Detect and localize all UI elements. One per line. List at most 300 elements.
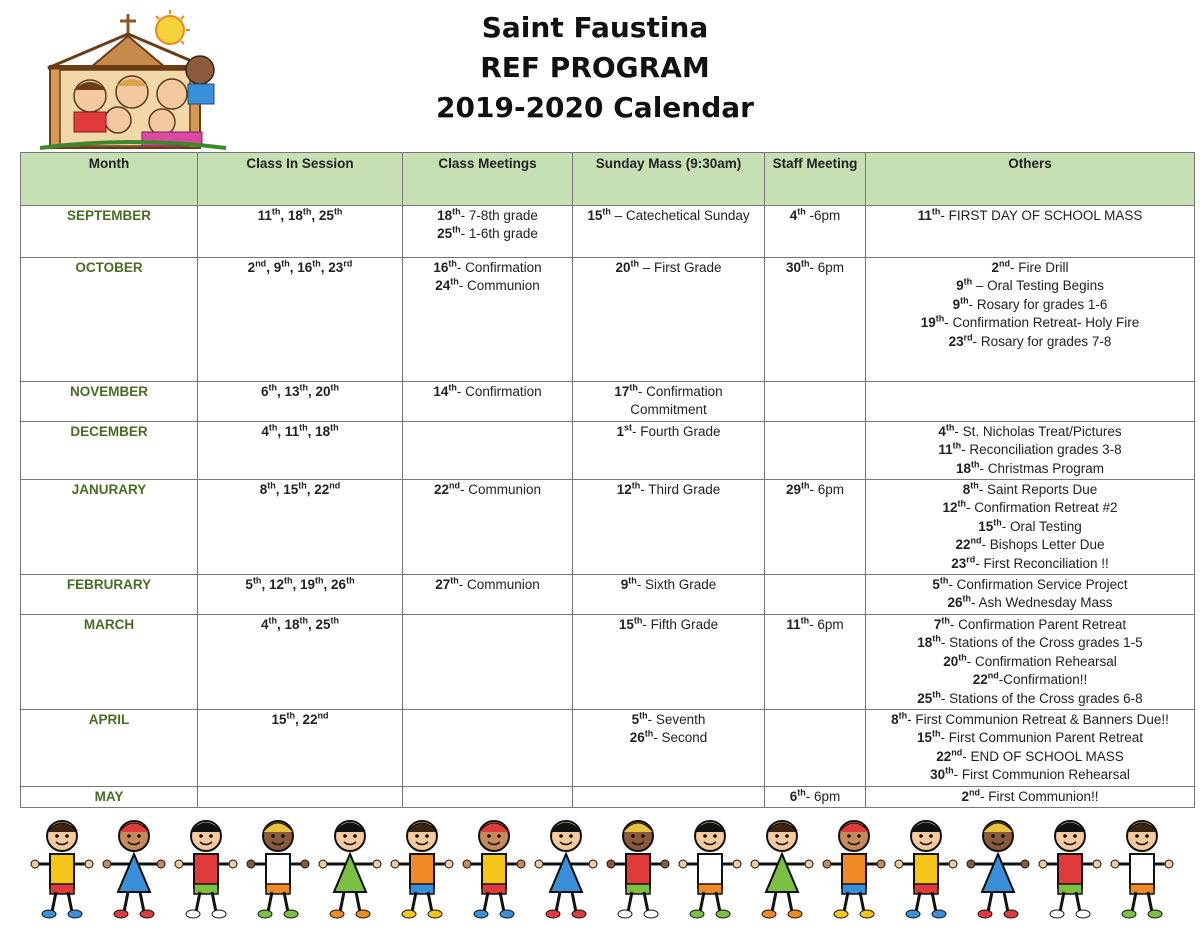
entry-date: 15th (587, 206, 611, 223)
entry-text: - Seventh (647, 711, 706, 727)
entry-date: 20th (943, 652, 967, 669)
entry-date: 23rd (948, 332, 973, 349)
stick-child-figure (967, 821, 1029, 918)
entry-text: Commitment (630, 402, 707, 418)
others-line (869, 499, 1191, 517)
table-row (21, 614, 1195, 709)
entry-text: - Fire Drill (1010, 260, 1069, 275)
others-line (869, 766, 1191, 784)
table-row (21, 206, 1195, 258)
class-date: 9 (273, 260, 282, 275)
entry-text: – Oral Testing Begins (972, 278, 1104, 294)
table-row (21, 786, 1195, 807)
class-date-suffix: th (271, 206, 281, 217)
class-date: 13 (284, 384, 300, 399)
stick-child-figure (175, 821, 237, 918)
class-date-suffix: th (268, 615, 277, 626)
entry-suffix: th (941, 615, 950, 626)
class-date: 8 (259, 482, 268, 498)
entry-text: - 6pm (809, 616, 844, 632)
entry-suffix: th (452, 206, 461, 217)
stick-child-figure (1039, 821, 1101, 918)
entry-date: 26th (629, 728, 654, 746)
entry-suffix: th (602, 206, 611, 217)
staff-line (768, 481, 862, 499)
others-cell (866, 786, 1195, 807)
class-date-suffix: th (298, 480, 307, 491)
entry-date: 8th (891, 710, 908, 727)
class-meetings-cell (403, 258, 573, 382)
others-cell (866, 480, 1195, 575)
class-date-suffix: th (286, 710, 295, 721)
class-date: 18 (315, 423, 331, 439)
entry-date: 9th (620, 575, 637, 593)
stick-child-figure (895, 821, 957, 918)
entry-suffix: th (639, 710, 648, 721)
others-line (869, 788, 1191, 806)
mass-line (576, 711, 761, 729)
class-date: 4 (260, 616, 269, 632)
staff-meeting-cell (765, 575, 866, 615)
entry-text: - Confirmation Service Project (948, 577, 1128, 593)
entry-suffix: th (932, 689, 941, 699)
class-date: 12 (268, 577, 284, 593)
entry-suffix: th (935, 313, 945, 324)
class-date: 25 (315, 616, 331, 632)
entry-text: - First Reconciliation !! (975, 555, 1109, 571)
mass-line (576, 259, 761, 277)
staff-line (768, 616, 862, 634)
staff-meeting-cell (765, 786, 866, 807)
entry-date: 16th (433, 258, 457, 275)
class-in-session-cell: 15th, 22nd (198, 709, 403, 786)
entry-suffix: th (963, 276, 973, 287)
month-cell: MAY (21, 786, 198, 807)
stick-child-figure (751, 821, 813, 918)
entry-date: 22nd (955, 535, 982, 553)
col-header-others: Others (866, 153, 1195, 206)
class-in-session-cell: 4th, 18th, 25th (198, 614, 403, 709)
class-date-suffix: th (268, 382, 277, 393)
others-line (869, 518, 1191, 536)
sunday-mass-cell (573, 480, 765, 575)
entry-suffix: nd (970, 535, 982, 546)
others-line (869, 423, 1191, 441)
others-line (869, 671, 1191, 689)
entry-suffix: th (450, 276, 459, 287)
entry-date: 17th (614, 382, 638, 399)
class-date: 11 (257, 208, 272, 223)
entry-text: - Bishops Letter Due (981, 537, 1105, 553)
entry-date: 15th (618, 615, 643, 632)
class-date: 25 (318, 208, 334, 223)
staff-meeting-cell (765, 258, 866, 382)
others-cell (866, 709, 1195, 786)
month-cell: JANURARY (21, 480, 198, 575)
entry-suffix: th (957, 498, 966, 509)
others-cell (866, 382, 1195, 422)
entry-date: 24th (435, 276, 459, 294)
entry-suffix: rd (963, 332, 973, 343)
class-date-suffix: th (315, 575, 324, 586)
sunday-mass-cell (573, 206, 765, 258)
month-cell: NOVEMBER (21, 382, 198, 422)
entry-suffix: th (631, 480, 641, 491)
entry-text: - Third Grade (640, 482, 721, 498)
class-date: 18 (287, 208, 303, 223)
entry-date: 30th (785, 258, 810, 275)
class-date-suffix: th (299, 615, 308, 626)
entry-text: - 6pm (805, 788, 841, 804)
entry-date: 27th (435, 575, 459, 593)
class-meetings-cell (403, 421, 573, 479)
mass-line (576, 207, 761, 225)
class-meetings-cell (403, 614, 573, 709)
entry-date: 18th (955, 459, 980, 476)
class-date-suffix: nd (317, 710, 329, 721)
class-in-session-cell: 6th, 13th, 20th (198, 382, 403, 422)
entry-date: 22nd (936, 747, 963, 764)
staff-meeting-cell (765, 421, 866, 479)
stick-child-figure (247, 821, 309, 918)
class-date-suffix: th (299, 422, 308, 433)
entry-date: 15th (916, 728, 941, 746)
entry-date: 7th (933, 615, 950, 632)
entry-text: - Confirmation (456, 260, 542, 275)
class-in-session-cell: 5th, 12th, 19th, 26th (198, 575, 403, 615)
class-date: 22 (302, 711, 318, 727)
month-cell: FEBRURARY (21, 575, 198, 615)
staff-meeting-cell (765, 480, 866, 575)
class-meetings-cell (403, 480, 573, 575)
others-line (869, 460, 1191, 478)
entry-date: 9th (952, 295, 969, 312)
class-meetings-cell (403, 709, 573, 786)
meeting-line (406, 207, 569, 225)
entry-text: - Communion (458, 577, 540, 593)
entry-date: 9th (956, 276, 973, 294)
sunday-mass-cell (573, 258, 765, 382)
col-header-class-meetings: Class Meetings (403, 153, 573, 206)
entry-date: 8th (962, 480, 979, 498)
mass-line (576, 401, 761, 419)
entry-text: - First Communion Parent Retreat (940, 730, 1144, 746)
entry-date: 18th (437, 206, 461, 223)
staff-meeting-cell (765, 206, 866, 258)
mass-line (576, 481, 761, 499)
class-date-suffix: th (330, 422, 339, 433)
entry-text: - Fourth Grade (631, 423, 721, 439)
others-line (869, 729, 1191, 747)
entry-suffix: th (628, 575, 637, 586)
meeting-line (406, 576, 569, 594)
class-date-suffix: th (333, 206, 343, 217)
entry-text: - First Communion Rehearsal (953, 767, 1130, 783)
entry-suffix: nd (449, 480, 460, 491)
class-in-session-cell (198, 786, 403, 807)
entry-date: 15th (978, 517, 1002, 534)
class-date: 6 (260, 384, 269, 399)
title-line-parish: Saint Faustina (481, 11, 709, 44)
stick-child-figure (679, 821, 741, 918)
entry-text: - Oral Testing (1001, 518, 1082, 534)
others-line (869, 259, 1191, 277)
class-date: 16 (297, 260, 313, 275)
class-in-session-cell: 11th, 18th, 25th (198, 206, 403, 258)
table-row (21, 575, 1195, 615)
month-cell: MARCH (21, 614, 198, 709)
class-date-suffix: th (283, 575, 293, 586)
class-meetings-cell (403, 206, 573, 258)
month-cell: SEPTEMBER (21, 206, 198, 258)
entry-suffix: th (952, 440, 962, 451)
stick-child-figure (103, 821, 165, 918)
meeting-line (406, 383, 569, 401)
month-cell: APRIL (21, 709, 198, 786)
entry-text: - Confirmation Parent Retreat (949, 616, 1127, 632)
entry-date: 26th (947, 593, 971, 611)
entry-suffix: th (644, 728, 654, 739)
mass-line (576, 729, 761, 747)
class-meetings-cell (403, 786, 573, 807)
class-meetings-cell (403, 382, 573, 422)
staff-meeting-cell (765, 709, 866, 786)
meeting-line (406, 481, 569, 499)
entry-text: - Sixth Grade (636, 577, 717, 593)
entry-suffix: th (450, 575, 459, 586)
entry-text: - Saint Reports Due (978, 482, 1098, 498)
meeting-line (406, 259, 569, 277)
mass-line (576, 616, 761, 634)
class-date-suffix: th (330, 615, 340, 626)
class-date-suffix: rd (343, 258, 353, 269)
class-date: 2 (247, 260, 256, 275)
entry-suffix: th (801, 480, 810, 491)
others-cell (866, 614, 1195, 709)
entry-text: - Confirmation Retreat- Holy Fire (944, 315, 1140, 331)
entry-suffix: rd (966, 554, 976, 565)
header-row (21, 153, 1195, 206)
col-header-class-in-session: Class In Session (198, 153, 403, 206)
entry-text: - 6pm (809, 482, 845, 498)
class-date: 22 (314, 482, 330, 498)
month-cell: DECEMBER (21, 421, 198, 479)
staff-line (768, 259, 862, 277)
entry-suffix: nd (999, 258, 1010, 269)
entry-suffix: th (958, 652, 967, 663)
entry-suffix: nd (968, 787, 980, 798)
entry-text: - Ash Wednesday Mass (970, 595, 1113, 611)
entry-suffix: th (970, 480, 979, 491)
entry-text: -6pm (805, 208, 841, 223)
entry-text: - Reconciliation grades 3-8 (961, 442, 1122, 458)
class-in-session-cell: 4th, 11th, 18th (198, 421, 403, 479)
entry-date: 4th (938, 422, 955, 439)
entry-suffix: th (993, 517, 1002, 528)
stick-child-figure (319, 821, 381, 918)
entry-suffix: th (939, 575, 949, 586)
others-line (869, 277, 1191, 295)
document-title (380, 8, 810, 128)
stick-child-figure (1111, 821, 1173, 918)
others-line (869, 576, 1191, 594)
class-date: 15 (271, 711, 287, 727)
others-line (869, 634, 1191, 652)
entry-suffix: th (797, 206, 806, 217)
entry-date: 12th (942, 498, 966, 516)
class-in-session-cell: 8th, 15th, 22nd (198, 480, 403, 575)
stick-child-figure (607, 821, 669, 918)
entry-date: 11th (786, 615, 810, 632)
entry-date: 11th (938, 440, 962, 458)
entry-text: - Communion (460, 482, 542, 498)
entry-suffix: nd (951, 747, 963, 758)
entry-text: - Rosary for grades 7-8 (972, 333, 1112, 349)
stick-child-figure (463, 821, 525, 918)
entry-date: 20th (615, 258, 639, 275)
entry-date: 14th (433, 382, 457, 399)
class-date: 11 (284, 423, 300, 439)
class-date-suffix: th (330, 382, 340, 393)
entry-suffix: th (797, 787, 806, 798)
entry-text: - St. Nicholas Treat/Pictures (954, 423, 1122, 439)
meeting-line (406, 277, 569, 295)
table-row (21, 382, 1195, 422)
col-header-sunday-mass: Sunday Mass (9:30am) (573, 153, 765, 206)
others-line (869, 690, 1191, 708)
class-date: 5 (245, 577, 253, 593)
others-line (869, 616, 1191, 634)
entry-text: - Stations of the Cross grades 1-5 (940, 635, 1143, 651)
entry-date: 1st (616, 422, 632, 439)
staff-meeting-cell (765, 614, 866, 709)
entry-text: - 1-6th grade (460, 226, 538, 242)
others-line (869, 333, 1191, 351)
entry-text: – Catechetical Sunday (610, 208, 750, 223)
others-line (869, 748, 1191, 766)
class-date: 26 (331, 577, 347, 593)
entry-date: 30th (930, 765, 954, 783)
entry-suffix: nd (987, 670, 999, 681)
entry-date: 29th (785, 480, 810, 498)
entry-suffix: st (623, 422, 632, 433)
entry-text: - Second (653, 730, 708, 746)
entry-suffix: th (448, 382, 457, 393)
entry-text: - Christmas Program (979, 460, 1105, 476)
entry-text: - Confirmation Rehearsal (966, 653, 1117, 669)
entry-suffix: th (630, 258, 639, 269)
entry-date: 4th (789, 206, 806, 223)
others-line (869, 536, 1191, 554)
entry-text: - Stations of the Cross grades 6-8 (940, 690, 1143, 706)
class-date-suffix: th (268, 422, 278, 433)
others-cell (866, 575, 1195, 615)
entry-text: - END OF SCHOOL MASS (962, 748, 1124, 764)
entry-text: - First Communion!! (979, 788, 1099, 804)
others-cell (866, 206, 1195, 258)
others-cell (866, 421, 1195, 479)
children-border-art (20, 812, 1195, 924)
entry-date: 22nd (433, 480, 460, 498)
entry-suffix: th (801, 258, 810, 269)
staff-line (768, 207, 862, 225)
church-children-logo (30, 8, 230, 153)
title-line-program: REF PROGRAM (480, 51, 710, 84)
entry-date: 12th (616, 480, 641, 498)
mass-line (576, 423, 761, 441)
sunday-mass-cell (573, 421, 765, 479)
class-date: 23 (328, 260, 344, 275)
class-meetings-cell (403, 575, 573, 615)
others-cell (866, 258, 1195, 382)
entry-suffix: th (932, 633, 941, 644)
table-row (21, 258, 1195, 382)
class-date-suffix: nd (255, 258, 267, 269)
class-date-suffix: th (267, 480, 276, 491)
others-line (869, 711, 1191, 729)
table-row (21, 480, 1195, 575)
class-date-suffix: th (299, 382, 308, 393)
entry-date: 22nd (972, 670, 999, 688)
entry-date: 5th (631, 710, 648, 727)
class-date-suffix: th (302, 206, 312, 217)
entry-date: 2nd (991, 258, 1010, 275)
meeting-line (406, 225, 569, 243)
entry-text: – First Grade (639, 260, 722, 275)
entry-date: 5th (932, 575, 949, 593)
class-date-suffix: th (346, 575, 355, 586)
class-date: 19 (300, 577, 316, 593)
others-line (869, 555, 1191, 573)
entry-date: 2nd (961, 787, 980, 804)
calendar-table (20, 152, 1195, 808)
class-date: 18 (284, 616, 300, 632)
entry-text: - FIRST DAY OF SCHOOL MASS (940, 208, 1143, 223)
table-row (21, 709, 1195, 786)
entry-suffix: th (452, 224, 461, 235)
entry-text: - Communion (458, 278, 540, 294)
sunday-mass-cell (573, 709, 765, 786)
entry-text: - Confirmation Retreat #2 (965, 500, 1118, 516)
staff-meeting-cell (765, 382, 866, 422)
entry-suffix: th (800, 615, 810, 626)
entry-date: 23rd (951, 554, 976, 571)
entry-suffix: th (945, 422, 955, 433)
class-date-suffix: th (252, 575, 262, 586)
entry-suffix: th (931, 206, 941, 217)
entry-date: 25th (437, 224, 461, 242)
others-line (869, 441, 1191, 459)
month-cell: OCTOBER (21, 258, 198, 382)
entry-suffix: th (898, 710, 908, 721)
entry-text: -Confirmation!! (998, 672, 1088, 688)
mass-line (576, 576, 761, 594)
col-header-staff-meeting: Staff Meeting (765, 153, 866, 206)
entry-text: - Rosary for grades 1-6 (968, 296, 1108, 312)
entry-text: - Confirmation (456, 384, 542, 399)
stick-child-figure (535, 821, 597, 918)
entry-text: - 7-8th grade (460, 208, 538, 223)
others-line (869, 594, 1191, 612)
col-header-month: Month (21, 153, 198, 206)
entry-date: 19th (920, 313, 945, 331)
sunday-mass-cell (573, 786, 765, 807)
sunday-mass-cell (573, 382, 765, 422)
entry-date: 18th (917, 633, 941, 651)
entry-date: 25th (917, 689, 941, 706)
class-date-suffix: th (281, 258, 290, 269)
entry-suffix: th (960, 295, 969, 306)
